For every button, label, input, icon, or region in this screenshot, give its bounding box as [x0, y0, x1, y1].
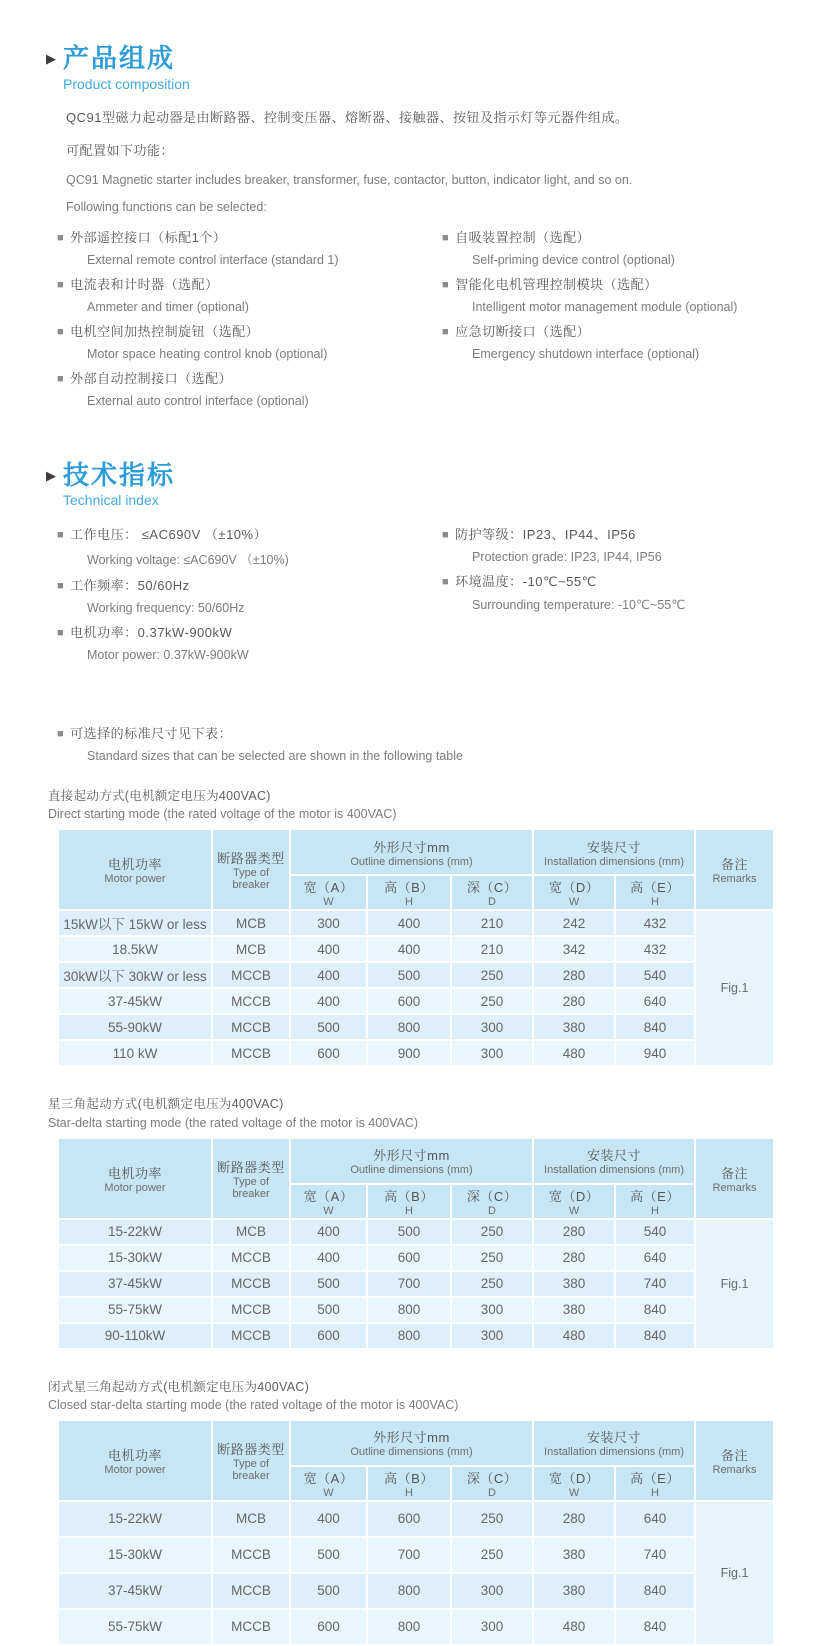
group-header-outline-dimensions: 外形尺寸mm Outline dimensions (mm): [290, 1138, 533, 1184]
col-header-remarks: 备注 Remarks: [695, 1420, 774, 1501]
intro-paragraph-en: QC91 Magnetic starter includes breaker, transformer, fuse, contactor, button, indicator light, and so on.: [66, 172, 633, 187]
group-header-outline-dimensions: 外形尺寸mm Outline dimensions (mm): [290, 1420, 533, 1466]
table-cell: 55-75kW: [58, 1297, 212, 1323]
table-cell: 540: [615, 962, 695, 988]
table-cell: 380: [533, 1537, 615, 1573]
table-cell: 300: [451, 1040, 533, 1066]
col-header-remarks: 备注 Remarks: [695, 1138, 774, 1219]
table-cell: 500: [290, 1271, 367, 1297]
table-cell: 250: [451, 988, 533, 1014]
table-cell: 600: [367, 988, 451, 1014]
spec-list-right: [442, 524, 802, 669]
table-cell: 400: [290, 1245, 367, 1271]
spec-label-cn: 工作频率：50/60Hz: [70, 578, 190, 594]
feature-item: [57, 227, 442, 267]
table-cell: 432: [615, 910, 695, 936]
group-header-installation-dimensions: 安装尺寸 Installation dimensions (mm): [533, 1138, 695, 1184]
feature-label-cn: 外部自动控制接口（选配）: [70, 370, 233, 386]
table-cell: 400: [367, 910, 451, 936]
table-cell: 280: [533, 1219, 615, 1245]
table-row: [58, 1014, 774, 1040]
table-cell: 342: [533, 936, 615, 962]
table-caption-en: Closed star-delta starting mode (the rated voltage of the motor is 400VAC): [48, 1397, 459, 1412]
table-cell: 432: [615, 936, 695, 962]
table-cell: 500: [290, 1297, 367, 1323]
table-cell: 55-75kW: [58, 1609, 212, 1645]
col-header-motor-power: 电机功率 Motor power: [58, 1138, 212, 1219]
table-caption-cn: 星三角起动方式(电机额定电压为400VAC): [48, 1097, 284, 1112]
spec-label-en: Motor power: 0.37kW-900kW: [87, 648, 249, 663]
table-cell: 800: [367, 1323, 451, 1349]
table-cell: 37-45kW: [58, 988, 212, 1014]
feature-list-right: [442, 227, 802, 415]
feature-label-cn: 自吸装置控制（选配）: [455, 229, 591, 245]
group-header-installation-dimensions: 安装尺寸 Installation dimensions (mm): [533, 829, 695, 875]
table-cell: 15-22kW: [58, 1219, 212, 1245]
square-bullet-icon: ■: [57, 728, 65, 741]
feature-label-en: External auto control interface (optional): [87, 393, 309, 408]
triangle-bullet-icon: ▶: [46, 467, 56, 483]
table-row: [58, 988, 774, 1014]
table-row: [58, 936, 774, 962]
table-cell: 800: [367, 1297, 451, 1323]
table-cell: 280: [533, 962, 615, 988]
table-cell: 640: [615, 988, 695, 1014]
spec-label-en: Surrounding temperature: -10℃~55℃: [472, 598, 686, 613]
spec-item: [57, 524, 442, 568]
table-cell: MCB: [212, 936, 290, 962]
table-row: [58, 962, 774, 988]
table-row: [58, 1501, 774, 1537]
feature-item: [442, 274, 802, 314]
table-row: [58, 1537, 774, 1573]
spec-label-en: Working voltage: ≤AC690V （±10%): [87, 553, 289, 568]
table-block-direct-starting: [48, 787, 802, 1067]
table-cell: 380: [533, 1573, 615, 1609]
table-cell: 800: [367, 1573, 451, 1609]
table-cell: 400: [290, 936, 367, 962]
table-cell: 15-30kW: [58, 1537, 212, 1573]
table-row: [58, 910, 774, 936]
table-cell: 37-45kW: [58, 1573, 212, 1609]
table-cell: 280: [533, 988, 615, 1014]
subcol-header-depth-c: 深（C） D: [451, 1466, 533, 1501]
square-bullet-icon: ■: [57, 580, 65, 593]
table-cell: 210: [451, 910, 533, 936]
subcol-header-width-a: 宽（A） W: [290, 1184, 367, 1219]
table-row: [58, 1323, 774, 1349]
table-row: [58, 1297, 774, 1323]
subcol-header-width-d: 宽（D） W: [533, 1184, 615, 1219]
square-bullet-icon: ■: [57, 278, 65, 291]
table-cell: 400: [290, 988, 367, 1014]
square-bullet-icon: ■: [442, 529, 450, 542]
triangle-bullet-icon: ▶: [46, 51, 56, 66]
spec-label-cn: 工作电压： ≤AC690V （±10%）: [70, 527, 268, 543]
table-block-star-delta: [48, 1095, 802, 1349]
table-cell: 280: [533, 1501, 615, 1537]
spec-item: [57, 622, 442, 662]
table-cell: 250: [451, 1245, 533, 1271]
table-cell: 400: [290, 962, 367, 988]
table-cell: 500: [290, 1573, 367, 1609]
table-caption-cn: 直接起动方式(电机额定电压为400VAC): [48, 789, 271, 804]
intro-paragraph-cn: QC91型磁力起动器是由断路器、控制变压器、熔断器、接触器、按钮及指示灯等元器件组成。: [66, 109, 629, 125]
closed-star-delta-table-holder: [48, 1419, 802, 1646]
col-header-motor-power: 电机功率 Motor power: [58, 1420, 212, 1501]
table-caption-cn: 闭式星三角起动方式(电机额定电压为400VAC): [48, 1379, 310, 1394]
feature-item: [57, 321, 442, 361]
table-cell: 300: [290, 910, 367, 936]
subcol-header-height-b: 高（B） H: [367, 1466, 451, 1501]
table-cell: MCCB: [212, 1040, 290, 1066]
feature-list-left: [57, 227, 442, 415]
table-cell: 400: [290, 1501, 367, 1537]
feature-item: [57, 274, 442, 314]
square-bullet-icon: ■: [57, 372, 65, 385]
section-title-en: Technical index: [63, 492, 159, 509]
table-cell: 37-45kW: [58, 1271, 212, 1297]
dimensions-table: [57, 1419, 775, 1646]
square-bullet-icon: ■: [57, 231, 65, 244]
feature-label-en: Motor space heating control knob (optional): [87, 346, 328, 361]
square-bullet-icon: ■: [442, 576, 450, 589]
table-cell: MCCB: [212, 988, 290, 1014]
table-cell: 480: [533, 1609, 615, 1645]
table-cell: 300: [451, 1573, 533, 1609]
star-delta-table-holder: [48, 1137, 802, 1350]
table-cell: MCCB: [212, 1245, 290, 1271]
col-header-breaker-type: 断路器类型 Type of breaker: [212, 1420, 290, 1501]
table-cell: 500: [290, 1537, 367, 1573]
intro-paragraph-cn-2: 可配置如下功能：: [66, 142, 175, 158]
table-row: [58, 1573, 774, 1609]
feature-label-cn: 电流表和计时器（选配）: [70, 276, 219, 292]
table-cell: MCCB: [212, 1014, 290, 1040]
subcol-header-width-d: 宽（D） W: [533, 875, 615, 910]
table-cell: MCB: [212, 1219, 290, 1245]
table-cell: 300: [451, 1297, 533, 1323]
table-cell: MCCB: [212, 1271, 290, 1297]
table-cell: 380: [533, 1014, 615, 1040]
subcol-header-height-b: 高（B） H: [367, 875, 451, 910]
table-row: [58, 1245, 774, 1271]
col-header-breaker-type: 断路器类型 Type of breaker: [212, 1138, 290, 1219]
table-cell: MCCB: [212, 1609, 290, 1645]
spec-item: [442, 524, 802, 564]
table-cell: 900: [367, 1040, 451, 1066]
dimensions-table: [57, 1137, 775, 1350]
table-cell: 600: [290, 1040, 367, 1066]
spec-label-en: Working frequency: 50/60Hz: [87, 601, 245, 616]
remark-cell: Fig.1: [695, 1501, 774, 1645]
table-cell: 300: [451, 1323, 533, 1349]
feature-item: [442, 321, 802, 361]
table-cell: 300: [451, 1609, 533, 1645]
table-cell: 250: [451, 1271, 533, 1297]
table-cell: 600: [290, 1609, 367, 1645]
table-row: [58, 1271, 774, 1297]
table-cell: 300: [451, 1014, 533, 1040]
subcol-header-height-e: 高（E） H: [615, 1184, 695, 1219]
table-caption-en: Direct starting mode (the rated voltage of the motor is 400VAC): [48, 807, 397, 822]
table-cell: 540: [615, 1219, 695, 1245]
feature-label-en: Self-priming device control (optional): [472, 252, 675, 267]
standard-note-en: Standard sizes that can be selected are shown in the following table: [87, 749, 463, 764]
spec-item: [442, 571, 802, 612]
dimensions-table: [57, 828, 775, 1067]
table-cell: MCCB: [212, 1323, 290, 1349]
feature-label-en: Emergency shutdown interface (optional): [472, 346, 700, 361]
table-cell: MCCB: [212, 1537, 290, 1573]
subcol-header-width-a: 宽（A） W: [290, 875, 367, 910]
table-cell: 15-22kW: [58, 1501, 212, 1537]
table-cell: 640: [615, 1245, 695, 1271]
table-cell: 15-30kW: [58, 1245, 212, 1271]
table-cell: 250: [451, 962, 533, 988]
table-cell: 700: [367, 1271, 451, 1297]
square-bullet-icon: ■: [442, 278, 450, 291]
intro-paragraph-en-2: Following functions can be selected:: [66, 199, 267, 214]
remark-cell: Fig.1: [695, 1219, 774, 1349]
table-cell: 500: [290, 1014, 367, 1040]
table-cell: 210: [451, 936, 533, 962]
subcol-header-depth-c: 深（C） D: [451, 1184, 533, 1219]
table-cell: 380: [533, 1271, 615, 1297]
table-cell: 600: [367, 1501, 451, 1537]
table-cell: 280: [533, 1245, 615, 1271]
feature-label-cn: 电机空间加热控制旋钮（选配）: [70, 323, 260, 339]
spec-label-cn: 电机功率：0.37kW-900kW: [70, 625, 233, 641]
table-row: [58, 1040, 774, 1066]
table-cell: MCCB: [212, 962, 290, 988]
table-cell: 500: [367, 962, 451, 988]
table-cell: 380: [533, 1297, 615, 1323]
section-title-cn: 产品组成: [63, 43, 176, 73]
table-cell: MCB: [212, 910, 290, 936]
table-cell: 840: [615, 1014, 695, 1040]
table-cell: MCCB: [212, 1573, 290, 1609]
table-cell: 600: [290, 1323, 367, 1349]
table-row: [58, 1219, 774, 1245]
table-cell: 15kW以下 15kW or less: [58, 910, 212, 936]
table-row: [58, 1609, 774, 1645]
table-cell: 400: [290, 1219, 367, 1245]
table-cell: 480: [533, 1323, 615, 1349]
table-block-closed-star-delta: [48, 1378, 802, 1646]
spec-list-left: [57, 524, 442, 669]
table-cell: 55-90kW: [58, 1014, 212, 1040]
table-cell: 242: [533, 910, 615, 936]
square-bullet-icon: ■: [57, 627, 65, 640]
section-product-composition: [46, 44, 802, 415]
col-header-breaker-type: 断路器类型 Type of breaker: [212, 829, 290, 910]
feature-label-cn: 外部遥控接口（标配1个）: [70, 229, 227, 245]
group-header-outline-dimensions: 外形尺寸mm Outline dimensions (mm): [290, 829, 533, 875]
section-title-en: Product composition: [63, 75, 190, 92]
standard-sizes-note: [57, 723, 802, 763]
table-cell: 700: [367, 1537, 451, 1573]
spec-label-cn: 环境温度：-10℃~55℃: [455, 574, 597, 590]
feature-item: [442, 227, 802, 267]
col-header-remarks: 备注 Remarks: [695, 829, 774, 910]
square-bullet-icon: ■: [442, 325, 450, 338]
subcol-header-height-e: 高（E） H: [615, 875, 695, 910]
table-cell: 90-110kW: [58, 1323, 212, 1349]
table-cell: 500: [367, 1219, 451, 1245]
feature-item: [57, 368, 442, 408]
spec-item: [57, 575, 442, 615]
table-cell: 640: [615, 1501, 695, 1537]
feature-label-cn: 智能化电机管理控制模块（选配）: [455, 276, 658, 292]
square-bullet-icon: ■: [57, 325, 65, 338]
section-technical-index: [46, 461, 802, 670]
direct-starting-table-holder: [48, 828, 802, 1067]
table-caption-en: Star-delta starting mode (the rated voltage of the motor is 400VAC): [48, 1115, 419, 1130]
remark-cell: Fig.1: [695, 910, 774, 1066]
subcol-header-height-b: 高（B） H: [367, 1184, 451, 1219]
table-cell: MCB: [212, 1501, 290, 1537]
subcol-header-depth-c: 深（C） D: [451, 875, 533, 910]
table-cell: 250: [451, 1537, 533, 1573]
table-cell: 800: [367, 1609, 451, 1645]
table-cell: MCCB: [212, 1297, 290, 1323]
table-cell: 840: [615, 1297, 695, 1323]
subcol-header-width-a: 宽（A） W: [290, 1466, 367, 1501]
table-cell: 30kW以下 30kW or less: [58, 962, 212, 988]
subcol-header-width-d: 宽（D） W: [533, 1466, 615, 1501]
table-cell: 110 kW: [58, 1040, 212, 1066]
feature-label-en: External remote control interface (standard 1): [87, 252, 339, 267]
table-cell: 800: [367, 1014, 451, 1040]
table-cell: 840: [615, 1573, 695, 1609]
table-cell: 600: [367, 1245, 451, 1271]
feature-label-cn: 应急切断接口（选配）: [455, 323, 591, 339]
table-cell: 840: [615, 1323, 695, 1349]
section-title-cn: 技术指标: [63, 459, 176, 490]
group-header-installation-dimensions: 安装尺寸 Installation dimensions (mm): [533, 1420, 695, 1466]
spec-label-cn: 防护等级：IP23、IP44、IP56: [455, 527, 636, 543]
square-bullet-icon: ■: [57, 529, 65, 542]
spec-label-en: Protection grade: IP23, IP44, IP56: [472, 550, 662, 565]
table-cell: 740: [615, 1537, 695, 1573]
feature-label-en: Intelligent motor management module (optional): [472, 299, 738, 314]
table-cell: 480: [533, 1040, 615, 1066]
table-cell: 740: [615, 1271, 695, 1297]
table-cell: 840: [615, 1609, 695, 1645]
table-cell: 18.5kW: [58, 936, 212, 962]
table-cell: 250: [451, 1219, 533, 1245]
table-cell: 250: [451, 1501, 533, 1537]
feature-label-en: Ammeter and timer (optional): [87, 299, 249, 314]
table-cell: 940: [615, 1040, 695, 1066]
standard-note-cn: 可选择的标准尺寸见下表：: [70, 726, 233, 742]
subcol-header-height-e: 高（E） H: [615, 1466, 695, 1501]
table-cell: 400: [367, 936, 451, 962]
square-bullet-icon: ■: [442, 231, 450, 244]
col-header-motor-power: 电机功率 Motor power: [58, 829, 212, 910]
